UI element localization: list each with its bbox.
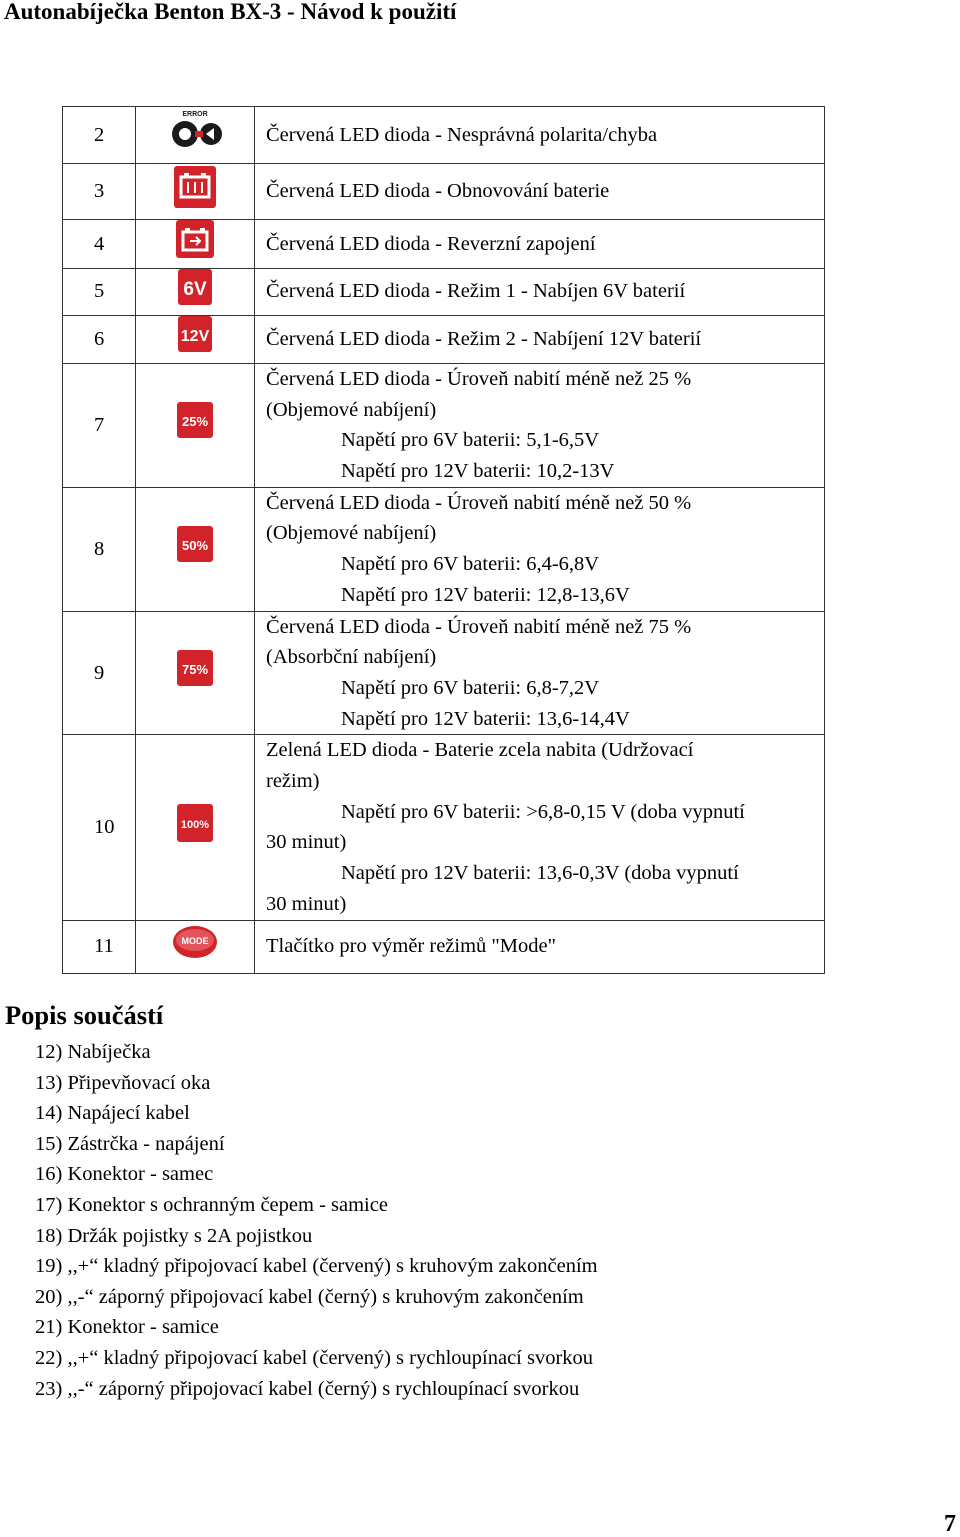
reverse-connection-icon xyxy=(176,220,214,268)
svg-text:12V: 12V xyxy=(180,328,210,346)
table-row xyxy=(63,315,825,363)
row-number: 6 xyxy=(63,315,136,363)
table-row xyxy=(63,920,825,973)
voltage-6v: Napětí pro 6V baterii: >6,8-0,15 V (doba vypnutí xyxy=(341,800,745,823)
list-item: 14) Napájecí kabel xyxy=(35,1102,190,1125)
voltage-12v: Napětí pro 12V baterii: 13,6-14,4V xyxy=(341,707,630,730)
list-item: 17) Konektor s ochranným čepem - samice xyxy=(35,1193,388,1216)
charging-phase: (Objemové nabíjení) xyxy=(266,398,437,421)
table-row xyxy=(63,268,825,315)
12v-mode-icon xyxy=(178,316,212,362)
table-row xyxy=(63,363,825,487)
svg-text:25%: 25% xyxy=(181,414,209,430)
list-item: 13) Připevňovací oka xyxy=(35,1071,211,1094)
list-item: 19) ,,+“ kladný připojovací kabel (červený) s kruhovým zakončením xyxy=(35,1255,598,1278)
voltage-12v-cont: 30 minut) xyxy=(266,892,347,915)
charging-phase: (Absorbční nabíjení) xyxy=(266,646,437,669)
row-number: 5 xyxy=(63,268,136,315)
table-row xyxy=(63,735,825,920)
list-item: 20) ,,-“ záporný připojovací kabel (černý) s kruhovým zakončením xyxy=(35,1285,584,1308)
voltage-12v: Napětí pro 12V baterii: 13,6-0,3V (doba vypnutí xyxy=(341,862,739,885)
parts-list xyxy=(35,1037,598,1404)
svg-text:6V: 6V xyxy=(183,278,207,300)
level-75-icon xyxy=(177,650,213,696)
list-item: 23) ,,-“ záporný připojovací kabel (černý) s rychloupínací svorkou xyxy=(35,1377,580,1400)
svg-text:50%: 50% xyxy=(181,538,209,554)
list-item: 15) Zástrčka - napájení xyxy=(35,1132,225,1155)
led-indicator-table xyxy=(62,106,825,974)
voltage-6v-cont: 30 minut) xyxy=(266,831,347,854)
document-title: Autonabíječka Benton BX-3 - Návod k použití xyxy=(4,0,457,24)
list-item: 22) ,,+“ kladný připojovací kabel (červený) s rychloupínací svorkou xyxy=(35,1346,594,1369)
table-row xyxy=(63,107,825,164)
list-item: 21) Konektor - samice xyxy=(35,1316,219,1339)
svg-text:75%: 75% xyxy=(181,662,209,678)
voltage-6v: Napětí pro 6V baterii: 6,4-6,8V xyxy=(341,553,600,576)
page-number: 7 xyxy=(944,1511,956,1537)
list-item: 16) Konektor - samec xyxy=(35,1163,214,1186)
row-description: Červená LED dioda - Režim 1 - Nabíjen 6V baterií xyxy=(266,280,686,303)
row-number: 9 xyxy=(63,611,136,735)
level-25-icon xyxy=(177,402,213,448)
row-number: 11 xyxy=(63,920,136,973)
row-description: Červená LED dioda - Úroveň nabití méně než 50 % xyxy=(266,491,692,514)
row-description: Červená LED dioda - Obnovování baterie xyxy=(266,180,610,203)
row-description: Červená LED dioda - Reverzní zapojení xyxy=(266,232,596,255)
mode-button-icon xyxy=(172,924,218,970)
voltage-12v: Napětí pro 12V baterii: 10,2-13V xyxy=(341,459,615,482)
table-row xyxy=(63,164,825,220)
voltage-6v: Napětí pro 6V baterii: 6,8-7,2V xyxy=(341,676,600,699)
list-item: 18) Držák pojistky s 2A pojistkou xyxy=(35,1224,313,1247)
table-row xyxy=(63,487,825,611)
level-100-icon xyxy=(177,804,213,852)
row-description-cont: režim) xyxy=(266,770,320,793)
svg-text:ERROR: ERROR xyxy=(182,111,208,119)
voltage-6v: Napětí pro 6V baterii: 5,1-6,5V xyxy=(341,429,600,452)
row-description: Červená LED dioda - Úroveň nabití méně než 25 % xyxy=(266,367,692,390)
voltage-12v: Napětí pro 12V baterii: 12,8-13,6V xyxy=(341,583,630,606)
error-led-icon xyxy=(165,108,225,162)
row-number: 7 xyxy=(63,363,136,487)
charging-phase: (Objemové nabíjení) xyxy=(266,522,437,545)
parts-section-title: Popis součástí xyxy=(5,1000,164,1030)
row-description: Zelená LED dioda - Baterie zcela nabita (Udržovací xyxy=(266,739,694,762)
list-item: 12) Nabíječka xyxy=(35,1041,151,1063)
row-number: 8 xyxy=(63,487,136,611)
level-50-icon xyxy=(177,526,213,572)
row-number: 3 xyxy=(63,164,136,220)
table-row xyxy=(63,611,825,735)
svg-text:MODE: MODE xyxy=(181,935,209,946)
row-description: Červená LED dioda - Režim 2 - Nabíjení 12V baterií xyxy=(266,327,702,350)
row-description: Červená LED dioda - Nesprávná polarita/chyba xyxy=(266,123,658,146)
row-number: 2 xyxy=(63,107,136,164)
table-row xyxy=(63,220,825,269)
6v-mode-icon xyxy=(178,269,212,315)
battery-refresh-icon xyxy=(174,166,216,218)
svg-text:100%: 100% xyxy=(180,818,210,831)
row-number: 10 xyxy=(63,735,136,920)
row-description: Tlačítko pro výměr režimů "Mode" xyxy=(266,935,556,958)
row-number: 4 xyxy=(63,220,136,269)
row-description: Červená LED dioda - Úroveň nabití méně než 75 % xyxy=(266,615,692,638)
